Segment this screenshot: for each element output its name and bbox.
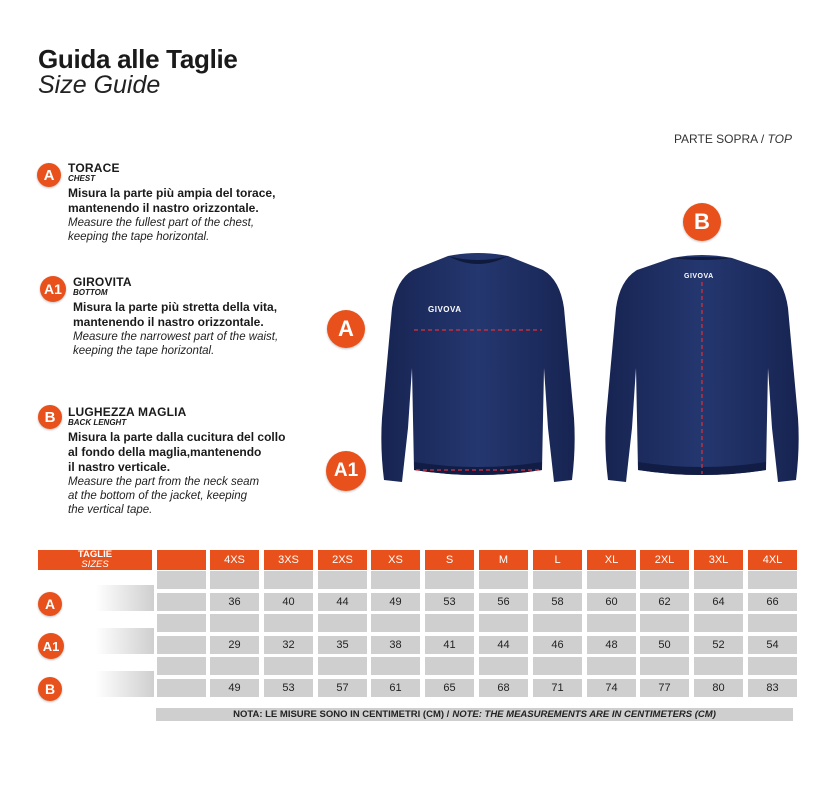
table-cell: 56 — [479, 593, 528, 611]
sizes-header-it: TAGLIE — [77, 549, 113, 560]
badge-b: B — [38, 405, 62, 429]
instruction-text-it: Misura la parte dalla cucitura del collo al fondo della maglia,mantenendo il nastro verticale. — [68, 430, 286, 474]
table-cell: 44 — [318, 593, 367, 611]
table-cell: 40 — [264, 593, 313, 611]
table-cell: 49 — [210, 679, 259, 697]
table-cell: 32 — [264, 636, 313, 654]
label-column-cell — [157, 571, 206, 589]
spacer-cell — [533, 571, 582, 589]
instruction-text-it: Misura la parte più stretta della vita, mantenendo il nastro orizzontale. — [73, 300, 278, 329]
sizes-header-en: SIZES — [81, 559, 109, 570]
spacer-cell — [587, 657, 636, 675]
size-header-xl: XL — [587, 550, 636, 570]
instruction-subtitle: BACK LENGHT — [68, 418, 127, 427]
label-column-cell — [157, 614, 206, 632]
illustration-badge-a1: A1 — [326, 451, 366, 491]
spacer-cell — [640, 614, 689, 632]
label-column-cell — [157, 593, 206, 611]
table-cell: 36 — [210, 593, 259, 611]
brand-logo-back: GIVOVA — [684, 273, 714, 280]
table-cell: 53 — [264, 679, 313, 697]
table-cell: 65 — [425, 679, 474, 697]
instruction-chest — [68, 161, 275, 244]
table-cell: 50 — [640, 636, 689, 654]
spacer-cell — [264, 571, 313, 589]
table-cell: 68 — [479, 679, 528, 697]
instruction-text-en: Measure the fullest part of the chest, keeping the tape horizontal. — [68, 217, 255, 243]
table-cell: 53 — [425, 593, 474, 611]
size-header-xs: XS — [371, 550, 420, 570]
illustration-badge-a: A — [327, 310, 365, 348]
instruction-subtitle: CHEST — [68, 174, 96, 183]
section-label-it: PARTE SOPRA / — [673, 132, 765, 146]
spacer-cell — [748, 657, 797, 675]
size-header-4xl: 4XL — [748, 550, 797, 570]
header-spacer — [157, 550, 206, 570]
spacer-cell — [479, 571, 528, 589]
note-it: NOTA: LE MISURE SONO IN CENTIMETRI (CM) / — [233, 709, 450, 720]
spacer-cell — [425, 571, 474, 589]
table-cell: 35 — [318, 636, 367, 654]
spacer-cell — [479, 614, 528, 632]
spacer-cell — [694, 614, 743, 632]
table-cell: 60 — [587, 593, 636, 611]
spacer-cell — [640, 657, 689, 675]
sweatshirt-back-image — [602, 248, 802, 488]
table-cell: 49 — [371, 593, 420, 611]
size-header-m: M — [479, 550, 528, 570]
spacer-cell — [371, 657, 420, 675]
row-label-background — [64, 671, 154, 697]
page-subtitle: Size Guide — [38, 71, 161, 99]
size-header-4xs: 4XS — [210, 550, 259, 570]
instruction-title: TORACE — [68, 161, 120, 175]
size-header-2xs: 2XS — [318, 550, 367, 570]
table-cell: 57 — [318, 679, 367, 697]
table-cell: 64 — [694, 593, 743, 611]
measurement-note — [156, 708, 793, 721]
spacer-cell — [425, 614, 474, 632]
spacer-cell — [210, 614, 259, 632]
spacer-cell — [748, 571, 797, 589]
spacer-cell — [533, 657, 582, 675]
instruction-length — [68, 405, 285, 517]
size-header-s: S — [425, 550, 474, 570]
spacer-cell — [533, 614, 582, 632]
table-cell: 71 — [533, 679, 582, 697]
instruction-text-en: Measure the narrowest part of the waist, keeping the tape horizontal. — [73, 331, 279, 357]
spacer-cell — [264, 657, 313, 675]
table-cell: 61 — [371, 679, 420, 697]
spacer-cell — [694, 571, 743, 589]
illustration-badge-b: B — [683, 203, 721, 241]
spacer-cell — [318, 571, 367, 589]
label-column-cell — [157, 679, 206, 697]
spacer-cell — [479, 657, 528, 675]
table-cell: 52 — [694, 636, 743, 654]
spacer-cell — [371, 614, 420, 632]
row-badge-a1: A1 — [38, 633, 64, 659]
size-header-3xl: 3XL — [694, 550, 743, 570]
row-badge-b: B — [38, 677, 62, 701]
spacer-cell — [748, 614, 797, 632]
note-en: NOTE: THE MEASUREMENTS ARE IN CENTIMETERS (CM) — [452, 709, 716, 720]
table-cell: 66 — [748, 593, 797, 611]
spacer-cell — [694, 657, 743, 675]
instruction-waist — [73, 275, 278, 358]
spacer-cell — [640, 571, 689, 589]
table-cell: 77 — [640, 679, 689, 697]
spacer-cell — [425, 657, 474, 675]
table-cell: 83 — [748, 679, 797, 697]
row-label-background — [64, 585, 154, 611]
row-badge-a: A — [38, 592, 62, 616]
brand-logo-front: GIVOVA — [428, 305, 462, 314]
row-label-background — [64, 628, 154, 654]
badge-a1: A1 — [40, 276, 66, 302]
instruction-text-it: Misura la parte più ampia del torace, mantenendo il nastro orizzontale. — [68, 186, 276, 215]
table-cell: 46 — [533, 636, 582, 654]
spacer-cell — [587, 571, 636, 589]
table-cell: 48 — [587, 636, 636, 654]
table-cell: 29 — [210, 636, 259, 654]
spacer-cell — [264, 614, 313, 632]
table-cell: 62 — [640, 593, 689, 611]
spacer-cell — [318, 657, 367, 675]
table-cell: 44 — [479, 636, 528, 654]
table-cell: 41 — [425, 636, 474, 654]
instruction-text-en: Measure the part from the neck seam at the bottom of the jacket, keeping the vertical tape. — [68, 476, 260, 516]
instruction-subtitle: BOTTOM — [73, 288, 108, 297]
table-cell: 58 — [533, 593, 582, 611]
table-cell: 38 — [371, 636, 420, 654]
spacer-cell — [210, 571, 259, 589]
instruction-title: GIROVITA — [73, 275, 132, 289]
section-label — [674, 132, 792, 146]
size-header-2xl: 2XL — [640, 550, 689, 570]
label-column-cell — [157, 636, 206, 654]
section-label-en: TOP — [767, 132, 792, 146]
size-header-3xs: 3XS — [264, 550, 313, 570]
label-column-cell — [157, 657, 206, 675]
page-title: Guida alle Taglie — [38, 44, 238, 74]
table-cell: 74 — [587, 679, 636, 697]
instruction-title: LUGHEZZA MAGLIA — [68, 405, 187, 419]
spacer-cell — [587, 614, 636, 632]
badge-a: A — [37, 163, 61, 187]
spacer-cell — [318, 614, 367, 632]
spacer-cell — [371, 571, 420, 589]
sweatshirt-front-image — [378, 248, 578, 488]
size-header-l: L — [533, 550, 582, 570]
table-cell: 54 — [748, 636, 797, 654]
table-cell: 80 — [694, 679, 743, 697]
spacer-cell — [210, 657, 259, 675]
sizes-header — [38, 550, 152, 570]
